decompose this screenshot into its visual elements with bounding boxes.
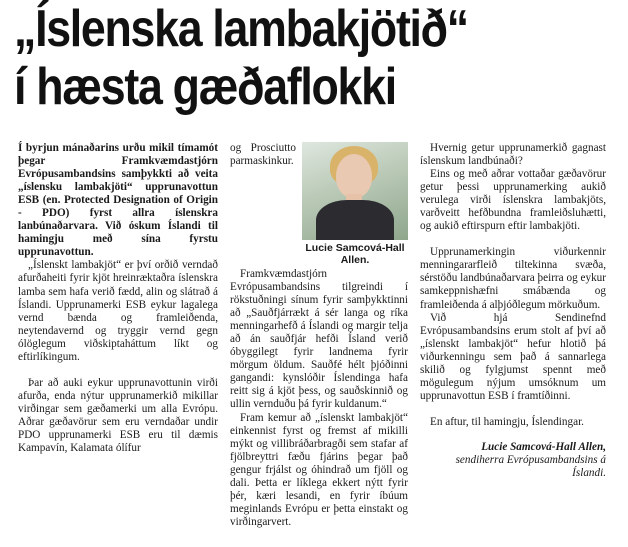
author-title: sendiherra Evrópusambandsins á Íslandi.: [455, 453, 606, 480]
article-column-1: [18, 142, 218, 455]
article-column-3: [420, 142, 606, 480]
headline: [14, 0, 539, 116]
paragraph: Þar að auki eykur upprunavottunin virði afurða, enda nýtur upprunamerkið mikillar virðingar sem gæðamerki um alla Evrópu. Aðrar gæðavörur sem eru verndaðar undir PDO upprunamerki ESB eru til dæmis Kampavín, Kalamata ólífur: [18, 376, 218, 455]
paragraph: Eins og með aðrar vottaðar gæðavörur getur þessi upprunamerking aukið verulega virði íslenskra lambakjöts, varðveitt hefðbundna framleiðsluhætti, og aukið eftirspurn eftir lambakjöti.: [420, 168, 606, 233]
paragraph: Upprunamerkingin viðurkennir menningararfleið tiltekinna svæða, sérstöðu landbúnaðarvara þeirra og eykur samkeppnishæfni smábænda og framleiðenda á alþjóðlegum mörkuðum.: [420, 246, 606, 311]
author-photo: [302, 142, 408, 240]
subheading-question: Hvernig getur upprunamerkið gagnast íslenskum landbúnaði?: [420, 142, 606, 168]
article-column-2: [230, 142, 408, 529]
paragraph: En aftur, til hamingju, Íslendingar.: [430, 415, 584, 428]
paragraph: „Íslenskt lambakjöt“ er því orðið verndað afurðaheiti fyrir kjöt hreinræktaðra íslenskra lamba sem hafa verið fædd, alin og slátrað á Íslandi. Upprunamerki ESB eykur lagalega vernd bænda og framleiðenda, neytendavernd og tryggir vernd gegn ólöglegum viðskiptaháttum líkt og eftirlíkingum.: [18, 259, 218, 363]
signature-block: [420, 441, 606, 480]
author-photo-block: [302, 142, 408, 266]
paragraph: Við hjá Sendinefnd Evrópusambandsins erum stolt af því að „íslenskt lambakjöt“ hefur hlotið þá viðurkenningu sem það á sannarlega skilið og fylgjumst spennt með mögulegum nýjum umsóknum um upprunavottun ESB í framtíðinni.: [420, 311, 606, 402]
headline-line-1: „Íslenska lambakjötið“: [14, 0, 468, 58]
paragraph: Framkvæmdastjórn Evrópusambandsins tilgreindi í rökstuðningi sínum fyrir samþykktinni að „Sauðfjárrækt á sér langa og ríka menningarhefð á Íslandi og margir telja að án sauðfjár hefði Ísland verið óbyggilegt fyrir landnema fyrir mörgum öldum. Sauðfé hélt þjóðinni gangandi: kynslóðir Íslendinga hafa reitt sig á kjöt þess, og sauðskinnið og ullin vernduðu þá fyrir kuldanum.“: [230, 268, 408, 411]
lead-paragraph: Í byrjun mánaðarins urðu mikil tímamót þegar Framkvæmdastjórn Evrópusambandsins samþykkti að veita „íslensku lambakjöti“ upprunavottun ESB (en. Protected Designation of Origin - PDO) fyrst allra íslenskra lanbúnaðarvara. Við óskum Íslandi til hamingju með sína fyrstu upprunavottun.: [18, 142, 218, 259]
author-name: Lucie Samcová-Hall Allen,: [481, 440, 606, 453]
headline-line-2: í hæsta gæðaflokki: [14, 58, 396, 116]
paragraph: og Prosciutto parmaskinkur.: [230, 142, 296, 168]
paragraph: Fram kemur að „íslenskt lambakjöt“ einkennist fyrst og fremst af mikilli mýkt og villibráðarbragði sem stafar af fjölbreyttri fæðu fjárins þegar það gengur frjálst og óhindrað um fjöll og dali. Þetta er líklega ekkert nýtt fyrir þér, kæri lesandi, en fyrir íbúum meginlands Evrópu er þetta einstakt og virðingarvert.: [230, 411, 408, 528]
photo-caption: Lucie Samcová-Hall Allen.: [305, 242, 405, 266]
